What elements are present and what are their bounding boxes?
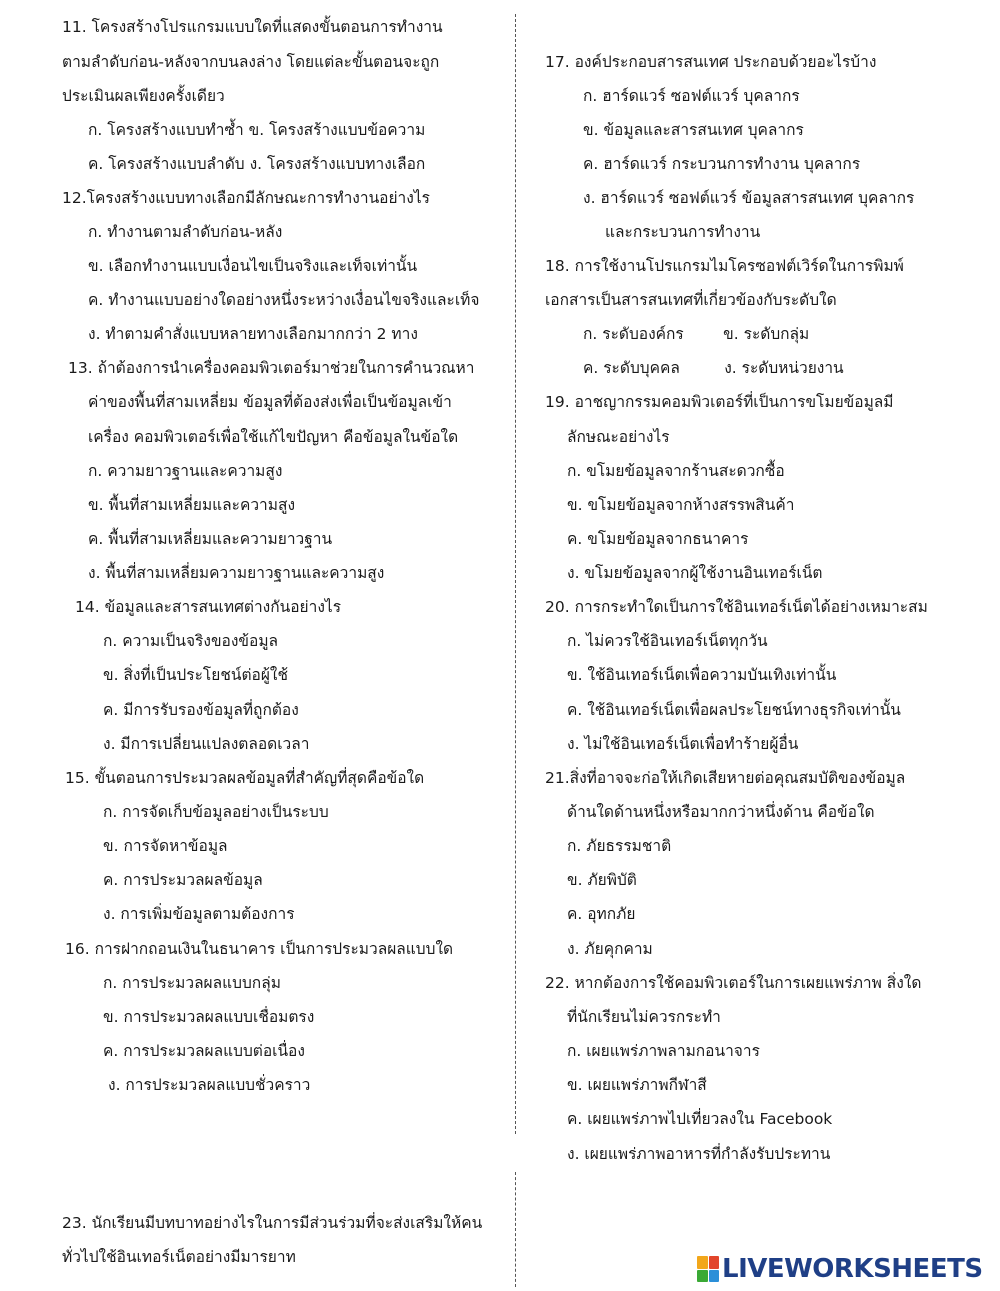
- question-12-stem: 12.โครงสร้างแบบทางเลือกมีลักษณะการทำงานอย่างไร: [62, 189, 430, 207]
- question-20-option-d[interactable]: ง. ไม่ใช้อินเทอร์เน็ตเพื่อทำร้ายผู้อื่น: [567, 735, 799, 753]
- question-13-option-b[interactable]: ข. พื้นที่สามเหลี่ยมและความสูง: [88, 496, 296, 514]
- question-18-stem-1: 18. การใช้งานโปรแกรมไมโครซอฟต์เวิร์ดในการพิมพ์: [545, 257, 904, 275]
- question-20-option-b[interactable]: ข. ใช้อินเทอร์เน็ตเพื่อความบันเทิงเท่านั้น: [567, 666, 837, 684]
- question-11-option-ab[interactable]: ก. โครงสร้างแบบทำซ้ำ ข. โครงสร้างแบบข้อความ: [88, 121, 426, 139]
- question-19-option-a[interactable]: ก. ขโมยข้อมูลจากร้านสะดวกซื้อ: [567, 462, 785, 480]
- question-17-option-c[interactable]: ค. ฮาร์ดแวร์ กระบวนการทำงาน บุคลากร: [583, 155, 861, 173]
- liveworksheets-logo-text: LIVEWORKSHEETS: [722, 1254, 983, 1284]
- question-15-stem: 15. ขั้นตอนการประมวลผลข้อมูลที่สำคัญที่สุดคือข้อใด: [65, 769, 425, 787]
- column-divider-lower: [515, 1172, 516, 1287]
- question-11-stem-1: 11. โครงสร้างโปรแกรมแบบใดที่แสดงขั้นตอนการทำงาน: [62, 18, 443, 36]
- question-20-stem: 20. การกระทำใดเป็นการใช้อินเทอร์เน็ตได้อย่างเหมาะสม: [545, 598, 928, 616]
- question-18-option-ab[interactable]: ก. ระดับองค์กร ข. ระดับกลุ่ม: [583, 325, 810, 343]
- question-22-stem-2: ที่นักเรียนไม่ควรกระทำ: [567, 1008, 721, 1026]
- question-11-stem-2: ตามลำดับก่อน-หลังจากบนลงล่าง โดยแต่ละขั้นตอนจะถูก: [62, 53, 440, 71]
- logo-square-red: [709, 1256, 720, 1269]
- question-17-option-b[interactable]: ข. ข้อมูลและสารสนเทศ บุคลากร: [583, 121, 804, 139]
- column-divider: [515, 14, 516, 1134]
- question-16-option-d[interactable]: ง. การประมวลผลแบบชั่วคราว: [108, 1076, 311, 1094]
- question-17-option-a[interactable]: ก. ฮาร์ดแวร์ ซอฟต์แวร์ บุคลากร: [583, 87, 800, 105]
- question-21-option-a[interactable]: ก. ภัยธรรมชาติ: [567, 837, 672, 855]
- question-21-option-c[interactable]: ค. อุทกภัย: [567, 905, 636, 923]
- question-19-option-c[interactable]: ค. ขโมยข้อมูลจากธนาคาร: [567, 530, 749, 548]
- liveworksheets-logo: [697, 1253, 983, 1285]
- question-12-option-c[interactable]: ค. ทำงานแบบอย่างใดอย่างหนึ่งระหว่างเงื่อนไขจริงและเท็จ: [88, 291, 480, 309]
- question-12-option-d[interactable]: ง. ทำตามคำสั่งแบบหลายทางเลือกมากกว่า 2 ทาง: [88, 325, 418, 343]
- question-13-option-a[interactable]: ก. ความยาวฐานและความสูง: [88, 462, 283, 480]
- question-22-stem-1: 22. หากต้องการใช้คอมพิวเตอร์ในการเผยแพร่ภาพ สิ่งใด: [545, 974, 922, 992]
- question-14-option-a[interactable]: ก. ความเป็นจริงของข้อมูล: [103, 632, 279, 650]
- question-13-stem-2: ค่าของพื้นที่สามเหลี่ยม ข้อมูลที่ต้องส่งเพื่อเป็นข้อมูลเข้า: [88, 393, 452, 411]
- question-17-option-d[interactable]: ง. ฮาร์ดแวร์ ซอฟต์แวร์ ข้อมูลสารสนเทศ บุคลากร: [583, 189, 915, 207]
- question-13-option-c[interactable]: ค. พื้นที่สามเหลี่ยมและความยาวฐาน: [88, 530, 333, 548]
- question-23-stem-2: ทั่วไปใช้อินเทอร์เน็ตอย่างมีมารยาท: [62, 1248, 296, 1266]
- question-11-stem-3: ประเมินผลเพียงครั้งเดียว: [62, 87, 225, 105]
- question-19-stem-1: 19. อาชญากรรมคอมพิวเตอร์ที่เป็นการขโมยข้อมูลมี: [545, 393, 894, 411]
- question-16-option-c[interactable]: ค. การประมวลผลแบบต่อเนื่อง: [103, 1042, 305, 1060]
- question-14-option-b[interactable]: ข. สิ่งที่เป็นประโยชน์ต่อผู้ใช้: [103, 666, 288, 684]
- question-23-stem-1: 23. นักเรียนมีบทบาทอย่างไรในการมีส่วนร่วมที่จะส่งเสริมให้คน: [62, 1214, 483, 1232]
- question-16-stem: 16. การฝากถอนเงินในธนาคาร เป็นการประมวลผลแบบใด: [65, 940, 454, 958]
- question-15-option-a[interactable]: ก. การจัดเก็บข้อมูลอย่างเป็นระบบ: [103, 803, 329, 821]
- question-15-option-c[interactable]: ค. การประมวลผลข้อมูล: [103, 871, 263, 889]
- question-15-option-d[interactable]: ง. การเพิ่มข้อมูลตามต้องการ: [103, 905, 295, 923]
- question-14-option-d[interactable]: ง. มีการเปลี่ยนแปลงตลอดเวลา: [103, 735, 310, 753]
- question-12-option-a[interactable]: ก. ทำงานตามลำดับก่อน-หลัง: [88, 223, 283, 241]
- question-16-option-a[interactable]: ก. การประมวลผลแบบกลุ่ม: [103, 974, 281, 992]
- question-13-stem-3: เครื่อง คอมพิวเตอร์เพื่อใช้แก้ไขปัญหา คือข้อมูลในข้อใด: [88, 428, 459, 446]
- question-20-option-c[interactable]: ค. ใช้อินเทอร์เน็ตเพื่อผลประโยชน์ทางธุรกิจเท่านั้น: [567, 701, 901, 719]
- question-18-option-cd[interactable]: ค. ระดับบุคคล ง. ระดับหน่วยงาน: [583, 359, 844, 377]
- question-22-option-a[interactable]: ก. เผยแพร่ภาพลามกอนาจาร: [567, 1042, 760, 1060]
- question-12-option-b[interactable]: ข. เลือกทำงานแบบเงื่อนไขเป็นจริงและเท็จเท่านั้น: [88, 257, 418, 275]
- question-21-option-d[interactable]: ง. ภัยคุกคาม: [567, 940, 653, 958]
- question-16-option-b[interactable]: ข. การประมวลผลแบบเชื่อมตรง: [103, 1008, 315, 1026]
- logo-square-blue: [709, 1270, 720, 1283]
- question-22-option-d[interactable]: ง. เผยแพร่ภาพอาหารที่กำลังรับประทาน: [567, 1145, 831, 1163]
- question-13-stem-1: 13. ถ้าต้องการนำเครื่องคอมพิวเตอร์มาช่วยในการคำนวณหา: [68, 359, 475, 377]
- logo-square-green: [697, 1270, 708, 1283]
- question-19-stem-2: ลักษณะอย่างไร: [567, 428, 670, 446]
- question-19-option-b[interactable]: ข. ขโมยข้อมูลจากห้างสรรพสินค้า: [567, 496, 795, 514]
- question-17-option-d-cont: และกระบวนการทำงาน: [605, 223, 761, 241]
- question-21-stem-1: 21.สิ่งที่อาจจะก่อให้เกิดเสียหายต่อคุณสมบัติของข้อมูล: [545, 769, 906, 787]
- question-18-stem-2: เอกสารเป็นสารสนเทศที่เกี่ยวข้องกับระดับใด: [545, 291, 837, 309]
- question-13-option-d[interactable]: ง. พื้นที่สามเหลี่ยมความยาวฐานและความสูง: [88, 564, 385, 582]
- question-19-option-d[interactable]: ง. ขโมยข้อมูลจากผู้ใช้งานอินเทอร์เน็ต: [567, 564, 823, 582]
- question-14-stem: 14. ข้อมูลและสารสนเทศต่างกันอย่างไร: [75, 598, 342, 616]
- question-21-stem-2: ด้านใดด้านหนึ่งหรือมากกว่าหนึ่งด้าน คือข้อใด: [567, 803, 875, 821]
- liveworksheets-logo-icon: [697, 1256, 719, 1282]
- logo-square-orange: [697, 1256, 708, 1269]
- question-11-option-cd[interactable]: ค. โครงสร้างแบบลำดับ ง. โครงสร้างแบบทางเลือก: [88, 155, 426, 173]
- question-14-option-c[interactable]: ค. มีการรับรองข้อมูลที่ถูกต้อง: [103, 701, 299, 719]
- question-17-stem: 17. องค์ประกอบสารสนเทศ ประกอบด้วยอะไรบ้าง: [545, 53, 877, 71]
- question-22-option-b[interactable]: ข. เผยแพร่ภาพกีฬาสี: [567, 1076, 707, 1094]
- question-20-option-a[interactable]: ก. ไม่ควรใช้อินเทอร์เน็ตทุกวัน: [567, 632, 768, 650]
- question-21-option-b[interactable]: ข. ภัยพิบัติ: [567, 871, 637, 889]
- question-15-option-b[interactable]: ข. การจัดหาข้อมูล: [103, 837, 228, 855]
- question-22-option-c[interactable]: ค. เผยแพร่ภาพไปเที่ยวลงใน Facebook: [567, 1110, 833, 1128]
